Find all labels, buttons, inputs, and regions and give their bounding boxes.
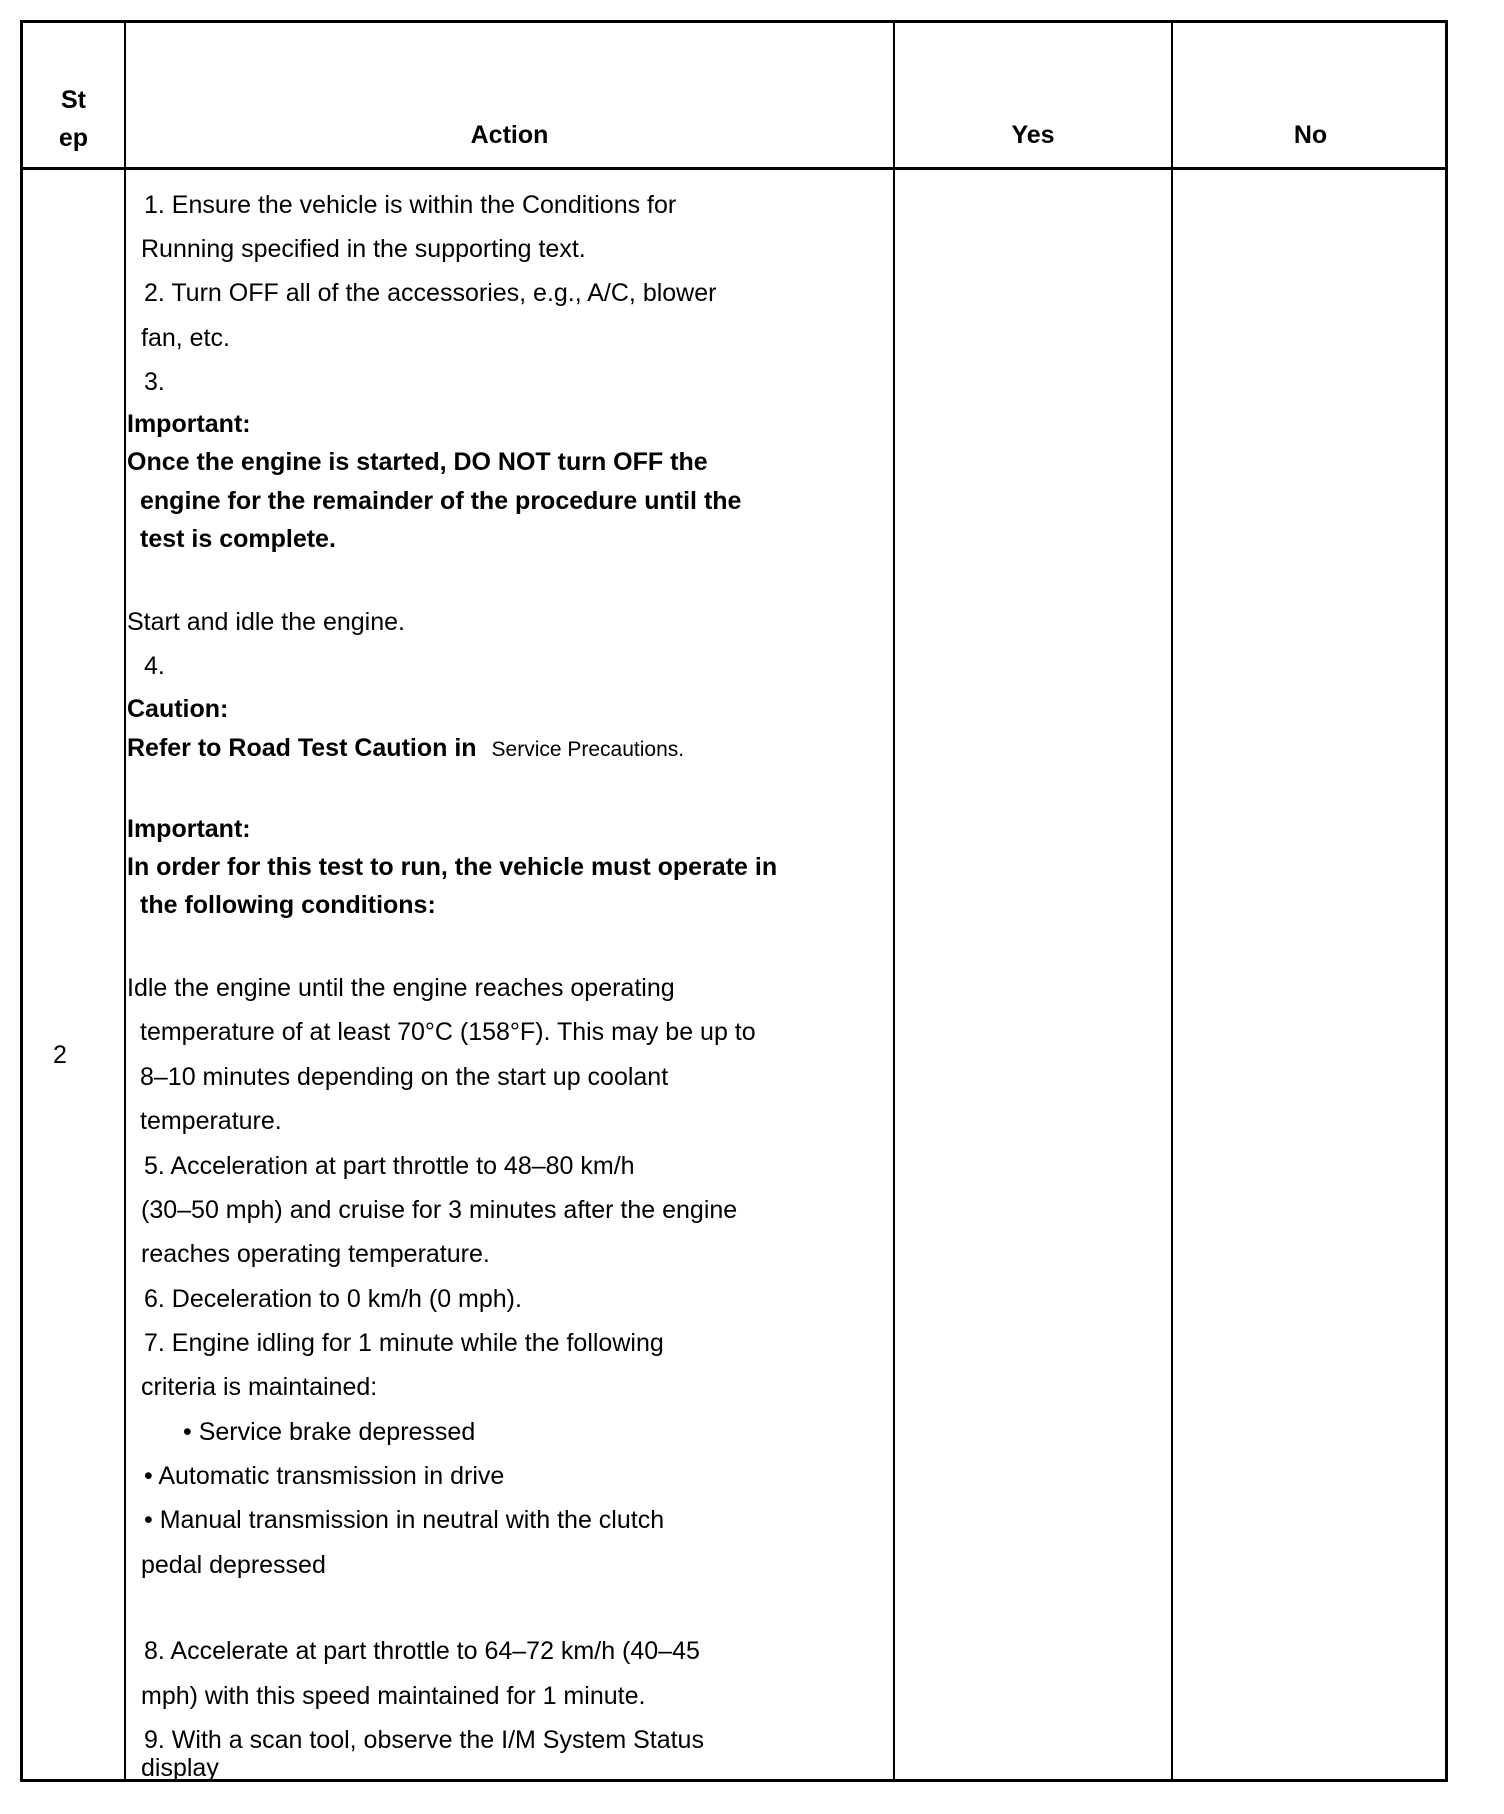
header-yes: Yes xyxy=(1011,121,1055,149)
important-text: engine for the remainder of the procedure until the xyxy=(140,487,742,515)
bullet-item: • Service brake depressed xyxy=(183,1418,476,1446)
action-line: Start and idle the engine. xyxy=(127,608,405,636)
important-label: Important: xyxy=(127,410,251,438)
action-line: fan, etc. xyxy=(141,324,230,352)
action-line: 1. Ensure the vehicle is within the Conditions for xyxy=(144,191,677,219)
action-line: 4. xyxy=(144,652,165,680)
action-line: 8. Accelerate at part throttle to 64–72 km/h (40–45 xyxy=(144,1637,700,1665)
header-step-line1: St xyxy=(61,86,86,114)
action-line: temperature. xyxy=(140,1107,282,1135)
bullet-item: • Manual transmission in neutral with the clutch xyxy=(144,1506,665,1534)
column-divider xyxy=(124,23,126,1779)
action-line: Idle the engine until the engine reaches operating xyxy=(127,974,675,1002)
caution-label: Caution: xyxy=(127,695,229,723)
action-line: 8–10 minutes depending on the start up coolant xyxy=(140,1063,669,1091)
action-line: display xyxy=(141,1754,219,1782)
header-step-line2: ep xyxy=(58,124,89,152)
important-label: Important: xyxy=(127,815,251,843)
important-text: test is complete. xyxy=(140,525,336,553)
header-divider xyxy=(23,167,1445,170)
bullet-item: • Automatic transmission in drive xyxy=(144,1462,505,1490)
action-line: 5. Acceleration at part throttle to 48–80 km/h xyxy=(144,1152,635,1180)
caution-text-main: Refer to Road Test Caution in xyxy=(127,734,477,762)
action-line: 7. Engine idling for 1 minute while the following xyxy=(144,1329,664,1357)
column-divider xyxy=(893,23,895,1779)
action-line: 2. Turn OFF all of the accessories, e.g., A/C, blower xyxy=(144,279,717,307)
action-line: criteria is maintained: xyxy=(141,1373,378,1401)
action-line: 6. Deceleration to 0 km/h (0 mph). xyxy=(144,1285,522,1313)
important-text: In order for this test to run, the vehicle must operate in xyxy=(127,853,778,881)
header-action: Action xyxy=(470,121,549,149)
header-no: No xyxy=(1293,121,1328,149)
action-line: pedal depressed xyxy=(141,1551,326,1579)
action-line: (30–50 mph) and cruise for 3 minutes after the engine xyxy=(141,1196,738,1224)
caution-text xyxy=(127,733,684,765)
service-precautions-ref: Service Precautions. xyxy=(491,738,685,761)
action-line: 3. xyxy=(144,368,165,396)
action-line: temperature of at least 70°C (158°F). This may be up to xyxy=(140,1018,756,1046)
header-step xyxy=(23,81,124,157)
action-line: mph) with this speed maintained for 1 minute. xyxy=(141,1682,646,1710)
action-line: Running specified in the supporting text. xyxy=(141,235,586,263)
important-text: the following conditions: xyxy=(140,891,436,919)
action-line: 9. With a scan tool, observe the I/M System Status xyxy=(144,1726,704,1754)
action-line: reaches operating temperature. xyxy=(141,1240,490,1268)
step-number: 2 xyxy=(53,1041,67,1069)
important-text: Once the engine is started, DO NOT turn OFF the xyxy=(127,448,708,476)
column-divider xyxy=(1171,23,1173,1779)
diagnostic-table xyxy=(20,20,1448,1782)
